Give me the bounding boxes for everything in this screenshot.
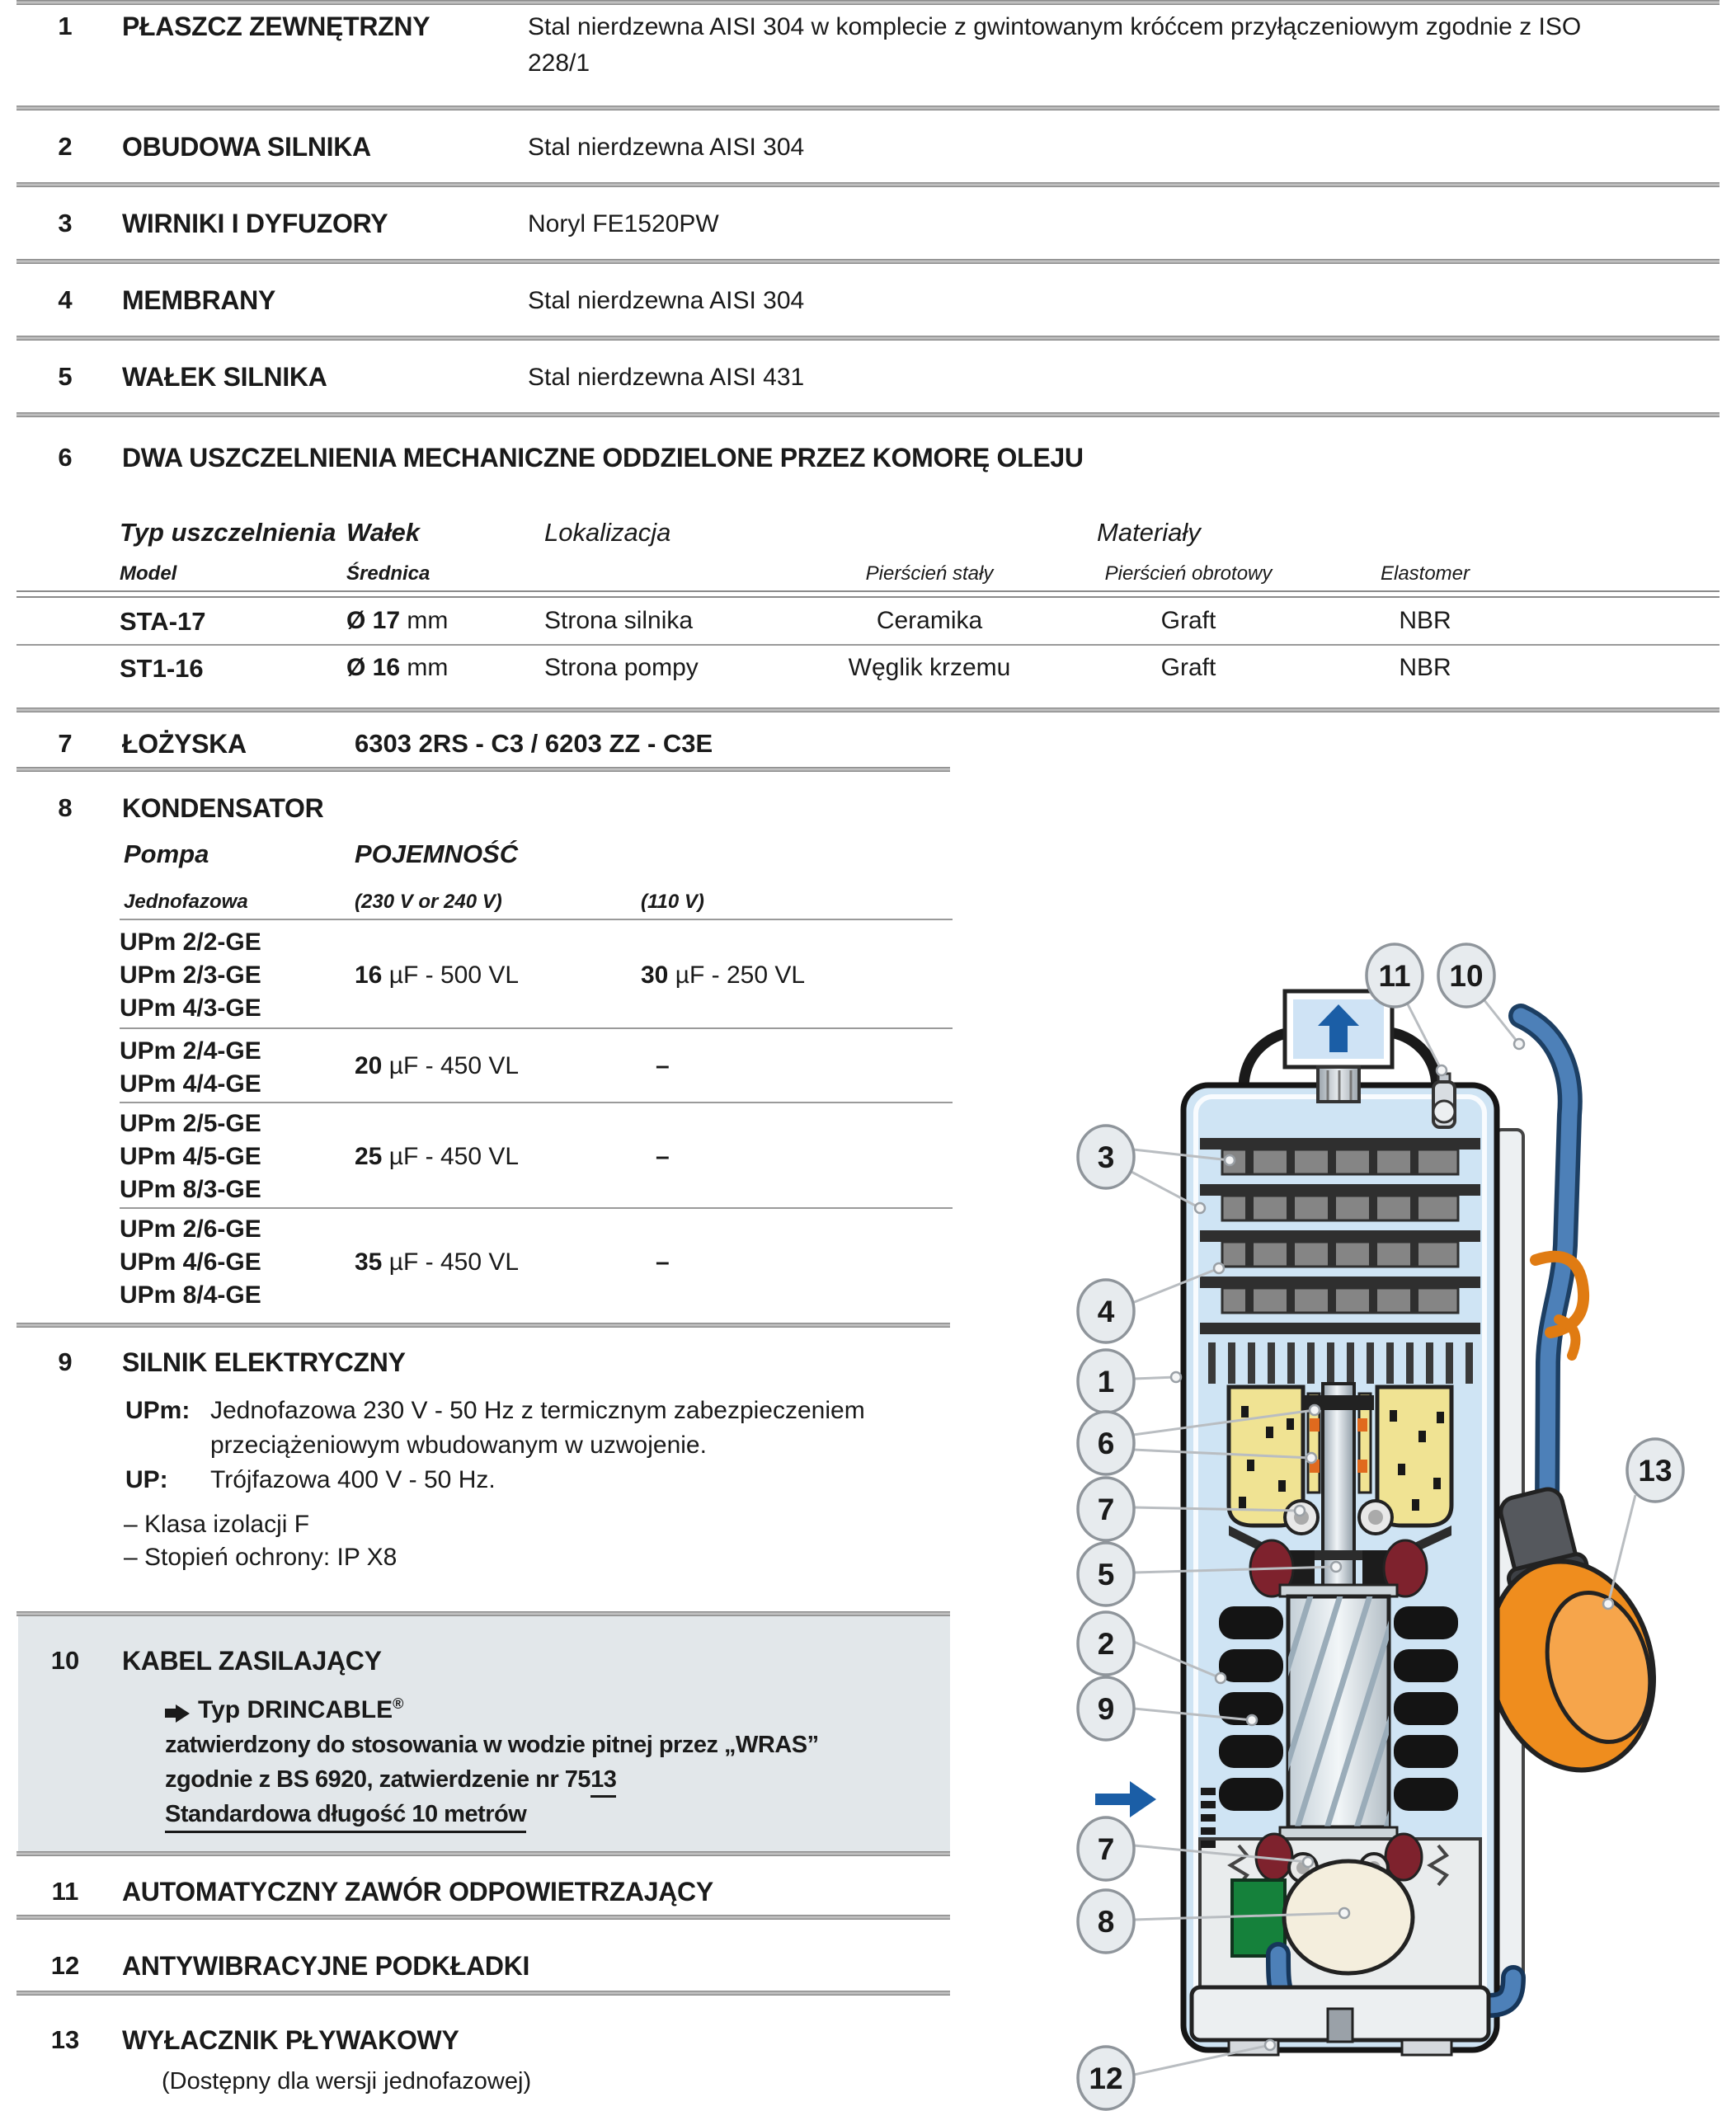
seal-stationary: Ceramika <box>876 607 983 634</box>
cap-value-110: 30 <box>641 961 669 989</box>
callout-7-lower <box>1078 1817 1134 1880</box>
motor-upm-label: UPm: <box>125 1397 191 1424</box>
pump-model: UPm 2/5-GE <box>120 1110 261 1137</box>
seal-rotating: Graft <box>1160 654 1216 681</box>
pump-model: UPm 2/6-GE <box>120 1215 261 1243</box>
cap-value-230-unit: µF - 500 VL <box>382 961 520 989</box>
item-value-line2: 228/1 <box>528 49 590 77</box>
seal-elastomer: NBR <box>1399 607 1451 634</box>
seal-col-stationary: Pierścień stały <box>865 562 994 585</box>
callout-2 <box>1078 1612 1134 1675</box>
pump-model: UPm 4/3-GE <box>120 994 261 1022</box>
cap-value-230-unit: µF - 450 VL <box>382 1052 520 1079</box>
registered-mark: ® <box>393 1695 404 1712</box>
svg-text:13: 13 <box>1638 1454 1672 1488</box>
pump-model: UPm 4/5-GE <box>120 1143 261 1170</box>
section-title: ANTYWIBRACYJNE PODKŁADKI <box>122 1951 530 1981</box>
cap-header-capacity: POJEMNOŚĆ <box>355 839 519 868</box>
item-number: 6 <box>58 443 73 472</box>
callout-13 <box>1627 1439 1683 1502</box>
seal-location: Strona silnika <box>544 607 694 634</box>
svg-text:4: 4 <box>1097 1295 1115 1328</box>
svg-text:6: 6 <box>1097 1427 1115 1460</box>
seal-col-group-shaft: Wałek <box>346 518 421 547</box>
item-label: WAŁEK SILNIKA <box>122 362 327 392</box>
section-title: AUTOMATYCZNY ZAWÓR ODPOWIETRZAJĄCY <box>122 1877 713 1906</box>
item-value: Stal nierdzewna AISI 304 <box>528 134 805 161</box>
item-value-line1: Stal nierdzewna AISI 304 w komplecie z gwintowanym króćcem przyłączeniowym zgodnie z ISO <box>528 13 1582 40</box>
seal-col-group-location: Lokalizacja <box>544 518 671 547</box>
pump-model: UPm 8/4-GE <box>120 1281 261 1309</box>
divider <box>16 182 1720 187</box>
cable-length-note: Standardowa długość 10 metrów <box>165 1801 526 1833</box>
impeller-stack <box>1200 1138 1480 1334</box>
divider <box>16 336 1720 341</box>
callout-1 <box>1078 1350 1134 1413</box>
pump-model: UPm 8/3-GE <box>120 1176 261 1203</box>
seal-col-diameter: Średnica <box>346 562 430 585</box>
callout-3 <box>1078 1126 1134 1188</box>
pump-model: UPm 2/4-GE <box>120 1037 261 1065</box>
callout-12 <box>1078 2047 1134 2109</box>
svg-text:1: 1 <box>1097 1365 1115 1399</box>
motor-upm-line1: Jednofazowa 230 V - 50 Hz z termicznym zabezpieczeniem <box>210 1397 865 1424</box>
divider <box>16 412 1720 417</box>
svg-text:7: 7 <box>1097 1832 1115 1866</box>
cap-sub-110v: (110 V) <box>641 891 704 913</box>
table-row-divider <box>120 919 953 920</box>
item-label: OBUDOWA SILNIKA <box>122 132 371 162</box>
item-number: 1 <box>58 12 73 40</box>
svg-text:2: 2 <box>1097 1627 1115 1661</box>
divider <box>16 767 950 772</box>
float-switch-note: (Dostępny dla wersji jednofazowej) <box>162 2068 532 2095</box>
seal-diameter-unit: mm <box>400 607 449 634</box>
seal-diameter-unit: mm <box>400 654 449 681</box>
item-label: PŁASZCZ ZEWNĘTRZNY <box>122 12 430 41</box>
pump-cross-section-diagram <box>1031 891 1736 2111</box>
svg-text:10: 10 <box>1449 959 1484 993</box>
divider <box>16 1991 950 1996</box>
seal-col-model: Model <box>120 562 177 585</box>
section-title: SILNIK ELEKTRYCZNY <box>122 1347 406 1377</box>
svg-text:3: 3 <box>1097 1140 1115 1174</box>
cap-value-230: 20 <box>355 1052 383 1079</box>
item-number: 11 <box>51 1877 79 1906</box>
item-number: 10 <box>50 1646 80 1675</box>
seal-location: Strona pompy <box>544 654 699 681</box>
pump-model: UPm 2/3-GE <box>120 961 261 989</box>
motor-up-text: Trójfazowa 400 V - 50 Hz. <box>210 1466 496 1493</box>
callout-5 <box>1078 1543 1134 1606</box>
divider <box>16 1851 950 1856</box>
item-number: 7 <box>58 729 73 758</box>
item-number: 13 <box>50 2025 80 2054</box>
pump-model: UPm 4/4-GE <box>120 1070 261 1098</box>
svg-text:7: 7 <box>1097 1493 1115 1526</box>
seal-model: STA-17 <box>120 607 206 636</box>
seal-col-rotating: Pierścień obrotowy <box>1104 562 1273 585</box>
cap-value-110-unit: µF - 250 VL <box>668 961 806 989</box>
svg-text:8: 8 <box>1097 1905 1115 1939</box>
motor-note-insulation: – Klasa izolacji F <box>124 1511 310 1538</box>
item-number: 9 <box>58 1347 73 1376</box>
cable-approval-line2: zgodnie z BS 6920, zatwierdzenie nr 75 <box>165 1766 591 1793</box>
pump-model: UPm 4/6-GE <box>120 1248 261 1276</box>
item-label: MEMBRANY <box>122 285 276 315</box>
svg-text:11: 11 <box>1378 959 1411 993</box>
cable-type-label: Typ DRINCABLE <box>198 1696 393 1723</box>
cap-value-110: – <box>656 1052 670 1079</box>
cap-header-pump: Pompa <box>124 839 209 868</box>
seal-stationary: Węglik krzemu <box>848 654 1011 681</box>
item-number: 5 <box>58 362 73 391</box>
divider <box>16 259 1720 264</box>
cap-value-110: – <box>656 1248 670 1276</box>
callout-7-upper <box>1078 1478 1134 1540</box>
seal-diameter: Ø 17 <box>346 607 401 634</box>
seal-col-elastomer: Elastomer <box>1380 562 1470 585</box>
divider <box>16 708 1720 712</box>
table-row-divider <box>16 644 1720 646</box>
cap-value-230-unit: µF - 450 VL <box>382 1248 520 1276</box>
callout-6 <box>1078 1412 1134 1474</box>
item-label: WIRNIKI I DYFUZORY <box>122 209 388 238</box>
seal-model: ST1-16 <box>120 654 204 683</box>
section-title: WYŁACZNIK PŁYWAKOWY <box>122 2025 459 2055</box>
cap-value-230-unit: µF - 450 VL <box>382 1143 520 1170</box>
callout-8 <box>1078 1890 1134 1953</box>
cap-value-230: 25 <box>355 1143 383 1170</box>
divider <box>16 106 1720 110</box>
svg-text:5: 5 <box>1097 1558 1115 1591</box>
cap-sub-phase: Jednofazowa <box>124 891 248 913</box>
table-header-divider <box>16 590 1720 598</box>
item-number: 8 <box>58 793 73 822</box>
svg-text:9: 9 <box>1097 1692 1115 1726</box>
arrow-bullet-icon <box>165 1704 190 1723</box>
cap-sub-230v: (230 V or 240 V) <box>355 891 502 913</box>
cap-value-110: – <box>656 1143 670 1170</box>
item-value: Stal nierdzewna AISI 431 <box>528 364 805 391</box>
motor-note-protection: – Stopień ochrony: IP X8 <box>124 1544 398 1571</box>
cap-value-230: 35 <box>355 1248 383 1276</box>
seal-rotating: Graft <box>1160 607 1216 634</box>
table-row-divider <box>120 1207 953 1209</box>
seal-col-group-materials: Materiały <box>1097 518 1201 547</box>
cable-approval-number: 13 <box>590 1766 616 1798</box>
item-number: 4 <box>58 285 73 314</box>
callout-4 <box>1078 1280 1134 1342</box>
pump-model: UPm 2/2-GE <box>120 929 261 956</box>
callout-9 <box>1078 1677 1134 1740</box>
seal-col-group-model: Typ uszczelnienia <box>120 518 336 547</box>
item-number: 3 <box>58 209 73 237</box>
table-row-divider <box>120 1027 953 1029</box>
item-value: Noryl FE1520PW <box>528 210 719 237</box>
item-number: 2 <box>58 132 73 161</box>
callout-11 <box>1367 944 1423 1007</box>
divider <box>16 1323 950 1328</box>
svg-text:12: 12 <box>1089 2062 1123 2095</box>
section-title: KONDENSATOR <box>122 793 324 823</box>
pump-body <box>1183 991 1513 2055</box>
section-title: DWA USZCZELNIENIA MECHANICZNE ODDZIELONE PRZEZ KOMORĘ OLEJU <box>122 443 1084 473</box>
motor-up-label: UP: <box>125 1466 168 1493</box>
section-title: KABEL ZASILAJĄCY <box>122 1646 382 1676</box>
motor-upm-line2: przeciążeniowym wbudowanym w uzwojenie. <box>210 1432 707 1459</box>
seal-elastomer: NBR <box>1399 654 1451 681</box>
table-row-divider <box>120 1102 953 1103</box>
divider <box>16 1915 950 1920</box>
item-value: Stal nierdzewna AISI 304 <box>528 287 805 314</box>
right-arrow-icon <box>1095 1781 1156 1817</box>
callout-10 <box>1438 944 1494 1007</box>
air-valve <box>1433 1074 1455 1127</box>
seal-diameter: Ø 16 <box>346 654 401 681</box>
cable-approval-line1: zatwierdzony do stosowania w wodzie pitnej przez „WRAS” <box>165 1732 819 1758</box>
item-label: ŁOŻYSKA <box>122 729 247 759</box>
item-number: 12 <box>50 1951 80 1980</box>
item-value: 6303 2RS - C3 / 6203 ZZ - C3E <box>355 729 713 758</box>
divider <box>16 0 1720 5</box>
anti-vibration-pad <box>1402 2040 1451 2055</box>
cap-value-230: 16 <box>355 961 383 989</box>
divider <box>16 1611 950 1616</box>
